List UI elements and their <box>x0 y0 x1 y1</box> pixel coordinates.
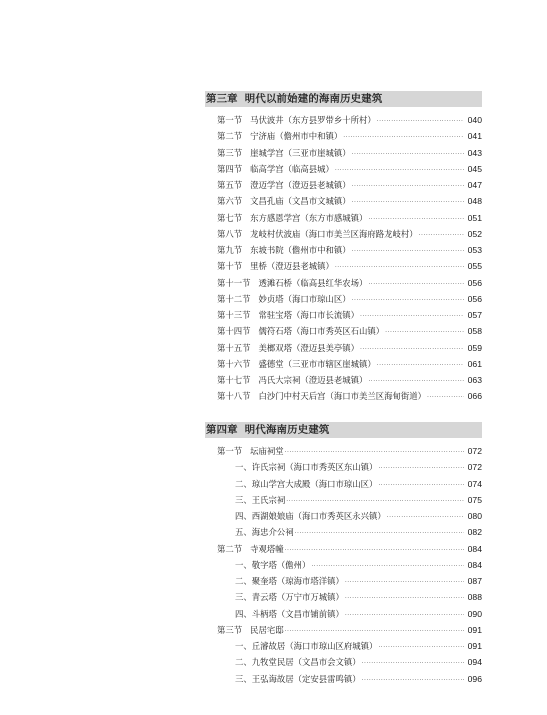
page-number: 040 <box>467 115 482 125</box>
section-number: 第十七节 <box>217 375 251 385</box>
section-number: 第十三节 <box>217 310 251 320</box>
entry-label <box>205 356 376 372</box>
section-number: 第四节 <box>217 163 243 174</box>
dot-leader <box>335 163 464 179</box>
entry-label <box>205 476 377 492</box>
entry-title: 常驻宝塔（海口市长流镇） <box>258 310 359 320</box>
page-number: 084 <box>467 543 482 554</box>
entry-label <box>205 128 342 144</box>
page-number: 053 <box>467 245 482 255</box>
toc-entry[interactable] <box>205 161 482 177</box>
dot-leader <box>362 673 464 689</box>
entry-label <box>205 340 359 356</box>
chapter-heading <box>205 422 482 438</box>
toc-entry[interactable] <box>205 443 482 459</box>
toc-subentry[interactable] <box>205 508 482 524</box>
dot-leader <box>368 277 464 293</box>
toc-entry[interactable] <box>205 258 482 274</box>
toc-subentry[interactable] <box>205 606 482 622</box>
entry-label <box>205 508 386 524</box>
dot-leader <box>343 130 464 146</box>
toc-entry[interactable] <box>205 291 482 307</box>
chapter-4 <box>205 422 482 687</box>
entry-label <box>205 654 361 670</box>
toc-entry[interactable] <box>205 177 482 193</box>
page-number: 087 <box>467 576 482 586</box>
entry-title: 儒符石塔（海口市秀英区石山镇） <box>258 326 385 337</box>
entry-title: 四、西湖娘娘庙（海口市秀英区永兴镇） <box>235 511 386 521</box>
section-number: 第十节 <box>217 261 243 272</box>
dot-leader <box>295 526 464 542</box>
page-number: 082 <box>467 527 482 538</box>
entry-label <box>205 226 418 242</box>
toc-entry[interactable] <box>205 210 482 226</box>
entry-label <box>205 388 426 404</box>
section-number: 第五节 <box>217 180 243 190</box>
toc-subentry[interactable] <box>205 492 482 508</box>
entry-label <box>205 541 284 557</box>
section-number: 第八节 <box>217 228 243 239</box>
toc-entry[interactable] <box>205 388 482 404</box>
entry-label <box>205 275 367 291</box>
entry-title: 一、许氏宗祠（海口市秀英区东山镇） <box>235 462 378 473</box>
entry-label <box>205 291 351 307</box>
page-number: 058 <box>467 326 482 337</box>
dot-leader <box>378 640 464 656</box>
page-number: 063 <box>467 375 482 385</box>
entry-title: 宁济庙（儋州市中和镇） <box>250 131 343 142</box>
dot-leader <box>352 293 464 309</box>
entry-title: 澄迈学宫（澄迈县老城镇） <box>250 180 351 190</box>
page-number: 055 <box>467 261 482 272</box>
page-number: 048 <box>467 196 482 207</box>
dot-leader <box>285 543 464 559</box>
toc-entry[interactable] <box>205 541 482 557</box>
entry-label <box>205 112 376 128</box>
entry-label <box>205 242 351 258</box>
entry-title: 白沙门中村天后宫（海口市美兰区海甸街道） <box>258 391 426 402</box>
entry-title: 四、斗柄塔（文昌市铺前镇） <box>235 608 344 619</box>
entry-title: 临高学宫（临高县城） <box>250 163 334 174</box>
entry-title: 三、王弘诲故居（定安县雷鸣镇） <box>235 673 361 684</box>
toc-entry[interactable] <box>205 323 482 339</box>
toc-entry[interactable] <box>205 128 482 144</box>
chapter-3 <box>205 91 482 405</box>
toc-entry[interactable] <box>205 340 482 356</box>
entry-label <box>205 459 377 475</box>
page-number: 061 <box>467 358 482 369</box>
toc-subentry[interactable] <box>205 654 482 670</box>
toc-subentry[interactable] <box>205 524 482 540</box>
toc-subentry[interactable] <box>205 476 482 492</box>
page-number: 056 <box>467 293 482 304</box>
page-number: 075 <box>467 494 482 505</box>
toc-subentry[interactable] <box>205 459 482 475</box>
entry-label <box>205 524 294 540</box>
page-number: 066 <box>467 391 482 402</box>
page-number: 056 <box>467 277 482 288</box>
dot-leader <box>378 478 464 494</box>
dot-leader <box>345 591 464 607</box>
dot-leader <box>377 114 464 130</box>
entry-title: 一、敬字塔（儋州） <box>235 559 311 570</box>
dot-leader <box>419 228 464 244</box>
toc-subentry[interactable] <box>205 557 482 573</box>
entry-label <box>205 161 334 177</box>
entry-label <box>205 177 351 193</box>
dot-leader <box>352 195 464 211</box>
entry-label <box>205 443 284 459</box>
entry-title: 一、丘濬故居（海口市琼山区府城镇） <box>235 641 378 651</box>
section-number: 第二节 <box>217 131 243 142</box>
page-number: 094 <box>467 657 482 668</box>
section-number: 第二节 <box>217 543 243 554</box>
toc-entry[interactable] <box>205 622 482 638</box>
toc-subentry[interactable] <box>205 638 482 654</box>
entry-label <box>205 193 351 209</box>
section-number: 第一节 <box>217 115 243 125</box>
entry-title: 二、聚奎塔（琼海市塔洋镇） <box>235 576 344 586</box>
entry-label <box>205 606 344 622</box>
toc-entry[interactable] <box>205 356 482 372</box>
page-number: 057 <box>467 310 482 320</box>
page-number: 074 <box>467 478 482 489</box>
entry-title: 妙贞塔（海口市琼山区） <box>258 293 351 304</box>
page-number: 096 <box>467 673 482 684</box>
dot-leader <box>387 510 464 526</box>
section-number: 第十六节 <box>217 358 251 369</box>
entry-label <box>205 323 384 339</box>
entry-title: 崖城学宫（三亚市崖城镇） <box>250 147 351 158</box>
page-number: 041 <box>467 131 482 142</box>
entry-title: 东方感恩学宫（东方市感城镇） <box>250 212 368 223</box>
page-number: 090 <box>467 608 482 619</box>
section-number: 第三节 <box>217 147 243 158</box>
page-number: 084 <box>467 559 482 570</box>
entry-label <box>205 258 334 274</box>
entry-label <box>205 210 367 226</box>
entry-title: 盛德堂（三亚市市辖区崖城镇） <box>258 358 376 369</box>
dot-leader <box>377 358 464 374</box>
section-number: 第十四节 <box>217 326 251 337</box>
toc-entry[interactable] <box>205 193 482 209</box>
entry-title: 龙岐村伏波庙（海口市美兰区海府路龙岐村） <box>250 228 418 239</box>
chapter-heading <box>205 91 482 107</box>
entry-label <box>205 573 344 589</box>
chapter-title: 明代海南历史建筑 <box>244 424 330 436</box>
dot-leader <box>352 179 464 195</box>
dot-leader <box>352 147 464 163</box>
entry-title: 东坡书院（儋州市中和镇） <box>250 245 351 255</box>
page-number: 047 <box>467 180 482 190</box>
page-number: 072 <box>467 462 482 473</box>
entry-title: 里桥（澄迈县老城镇） <box>250 261 334 272</box>
toc-subentry[interactable] <box>205 573 482 589</box>
toc-subentry[interactable] <box>205 671 482 687</box>
toc-entry[interactable] <box>205 275 482 291</box>
dot-leader <box>345 575 464 591</box>
entry-title: 二、琼山学宫大成殿（海口市琼山区） <box>235 478 378 489</box>
dot-leader <box>427 390 464 406</box>
section-number: 第十二节 <box>217 293 251 304</box>
dot-leader <box>362 656 464 672</box>
page-number: 072 <box>467 446 482 456</box>
entry-label <box>205 671 361 687</box>
entry-title: 冯氏大宗祠（澄迈县老城镇） <box>258 375 368 385</box>
section-number: 第一节 <box>217 446 243 456</box>
page-number: 080 <box>467 511 482 521</box>
section-number: 第三节 <box>217 624 243 635</box>
page-number: 052 <box>467 228 482 239</box>
chapter-number: 第三章 <box>206 93 238 105</box>
entry-label <box>205 622 284 638</box>
page-number: 045 <box>467 163 482 174</box>
entry-title: 文昌孔庙（文昌市文城镇） <box>250 196 351 207</box>
page-number: 059 <box>467 342 482 353</box>
chapter-number: 第四章 <box>206 424 238 436</box>
toc-entry[interactable] <box>205 242 482 258</box>
dot-leader <box>345 608 464 624</box>
entry-title: 坛庙祠堂 <box>250 446 284 456</box>
entry-label <box>205 557 310 573</box>
page-number: 091 <box>467 641 482 651</box>
page-number: 051 <box>467 212 482 223</box>
section-number: 第十八节 <box>217 391 251 402</box>
entry-title: 三、王氏宗祠 <box>235 494 286 505</box>
toc-subentry[interactable] <box>205 589 482 605</box>
entry-title: 马伏波井（东方县罗带乡十所村） <box>250 115 376 125</box>
chapter-title: 明代以前始建的海南历史建筑 <box>244 93 383 105</box>
toc-entry[interactable] <box>205 226 482 242</box>
entry-label <box>205 638 377 654</box>
chapter-entries <box>205 443 482 687</box>
entry-label <box>205 145 351 161</box>
section-number: 第九节 <box>217 245 243 255</box>
entry-title: 二、九牧堂民居（文昌市会文镇） <box>235 657 361 668</box>
page-number: 091 <box>467 624 482 635</box>
section-number: 第七节 <box>217 212 243 223</box>
entry-label <box>205 492 285 508</box>
entry-label <box>205 372 367 388</box>
entry-title: 民居宅邸 <box>250 624 284 635</box>
entry-title: 五、海忠介公祠 <box>235 527 294 538</box>
entry-label <box>205 307 359 323</box>
dot-leader <box>352 244 464 260</box>
section-number: 第十一节 <box>217 277 251 288</box>
section-number: 第十五节 <box>217 342 251 353</box>
entry-title: 三、青云塔（万宁市万城镇） <box>235 592 344 603</box>
toc-entry[interactable] <box>205 307 482 323</box>
dot-leader <box>385 325 464 341</box>
toc-entry[interactable] <box>205 145 482 161</box>
toc-entry[interactable] <box>205 112 482 128</box>
entry-title: 透滩石桥（临高县红华农场） <box>258 277 368 288</box>
section-number: 第六节 <box>217 196 243 207</box>
entry-label <box>205 589 344 605</box>
dot-leader <box>378 461 464 477</box>
entry-title: 美榔双塔（澄迈县美亭镇） <box>258 342 359 353</box>
page-number: 043 <box>467 147 482 158</box>
toc-entry[interactable] <box>205 372 482 388</box>
chapter-entries <box>205 112 482 405</box>
page-number: 088 <box>467 592 482 603</box>
entry-title: 寺观塔幢 <box>250 543 284 554</box>
